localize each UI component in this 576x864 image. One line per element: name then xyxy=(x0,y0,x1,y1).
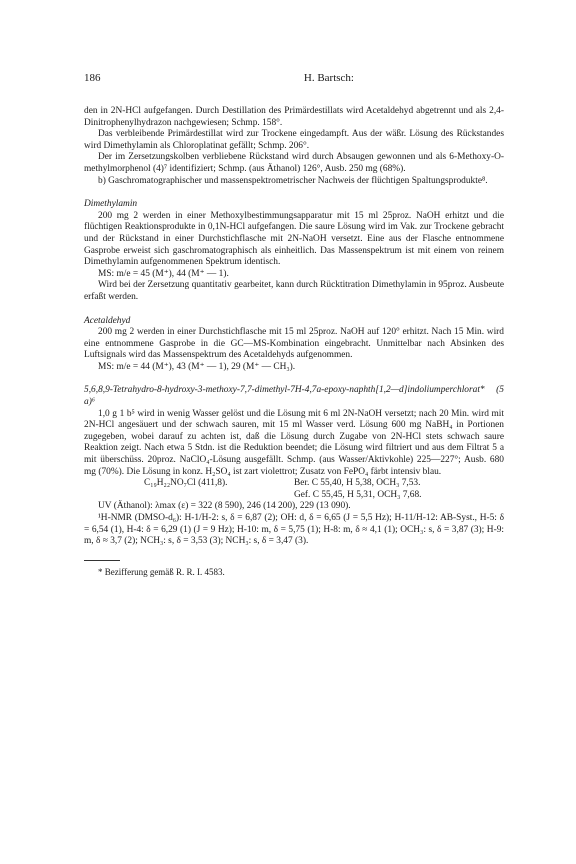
paragraph: 200 mg 2 werden in einer Durchstichflasche mit 15 ml 25proz. NaOH auf 120° erhitzt. Nach 15 Min. wird eine entnommene Gasprobe in die GC—MS-Kombination eingebracht. Unmittelbar nach Absinken des Luftsignals wird das Massenspektrum des Acetaldehyds aufgenommen. xyxy=(84,327,504,361)
dimethylamin-section xyxy=(84,199,504,303)
page xyxy=(84,72,504,578)
paragraph: den in 2N-HCl aufgefangen. Durch Destillation des Primärdestillats wird Acetaldehyd abgetrennt und als 2,4-Dinitrophenylhydrazon nachgewiesen; Schmp. 158°. xyxy=(84,106,504,128)
paragraph: b) Gaschromatographischer und massenspektrometrischer Nachweis der flüchtigen Spaltungsprodukte⁸. xyxy=(98,175,488,186)
paragraph: Das verbleibende Primärdestillat wird zur Trockene eingedampft. Aus der wäßr. Lösung des Rückstandes wird Dimethylamin als Chloroplatinat gefällt; Schmp. 206°. xyxy=(84,129,504,151)
footnote-divider xyxy=(84,560,120,561)
footnote: * Bezifferung gemäß R. R. I. 4583. xyxy=(98,566,225,577)
calculated-values: Ber. C 55,40, H 5,38, OCH₃ 7,53. xyxy=(294,478,421,489)
molecular-formula: C₁₉H₂₂NO₇Cl (411,8). xyxy=(144,478,228,489)
section-heading: 5,6,8,9-Tetrahydro-8-hydroxy-3-methoxy-7,7-dimethyl-7H-4,7a-epoxy-naphth[1,2—d]indoliumperchlorat* (5 a)⁶ xyxy=(84,385,504,408)
paragraph: Der im Zersetzungskolben verbliebene Rückstand wird durch Absaugen gewonnen und als 6-Methoxy-O-methylmorphenol (4)⁷ identifiziert; Schmp. (aus Äthanol) 126°, Ausb. 250 mg (68%). xyxy=(84,152,504,174)
intro-section xyxy=(84,106,504,187)
elemental-analysis xyxy=(84,478,504,501)
section-heading: Acetaldehyd xyxy=(84,315,131,326)
paragraph: 200 mg 2 werden in einer Methoxylbestimmungsapparatur mit 15 ml 25proz. NaOH erhitzt und die flüchtigen Reaktionsprodukte in 0,1N-HCl aufgefangen. Die saure Lösung wird im Vak. zur Trockene gebracht und der Rückstand in einer Durchstichflasche mit 2N-NaOH versetzt. Eine aus der Flasche entnommene Gasprobe erweist sich gaschromatographisch als einheitlich. Das Massenspektrum ist mit einem von reinem Dimethylamin aufgenommenen Spektrum identisch. xyxy=(84,210,504,268)
found-values: Gef. C 55,45, H 5,31, OCH₃ 7,68. xyxy=(294,489,422,500)
page-header xyxy=(84,72,504,84)
compound-section xyxy=(84,385,504,547)
page-number: 186 xyxy=(84,72,101,84)
uv-spectrum-line: UV (Äthanol): λmax (ε) = 322 (8 590), 246 (14 200), 229 (13 090). xyxy=(98,501,351,512)
running-head: H. Bartsch: xyxy=(303,72,354,84)
section-heading: Dimethylamin xyxy=(84,199,138,210)
acetaldehyd-section xyxy=(84,316,504,374)
paragraph: Wird bei der Zersetzung quantitativ gearbeitet, kann durch Rücktitration Dimethylamin in 95proz. Ausbeute erfaßt werden. xyxy=(84,280,504,302)
nmr-spectrum-line: ¹H-NMR (DMSO-d₆): H-1/H-2: s, δ = 6,87 (2); OH: d, δ = 6,65 (J = 5,5 Hz); H-11/H-12: AB-Syst., H-5: δ = 6,54 (1), H-4: δ = 6,29 (1) (J = 9 Hz); H-10: m, δ = 5,75 (1); H-8: m, δ ≈ 4,1 (1); OCH₃: s, δ = 3,87 (3); H-9: m, δ ≈ 3,7 (2); NCH₃: s, δ = 3,53 (3); NCH₃: s, δ = 3,47 (3). xyxy=(84,513,504,547)
mass-spectrum-line: MS: m/e = 44 (M⁺), 43 (M⁺ — 1), 29 (M⁺ — CH₃). xyxy=(98,361,296,372)
paragraph: 1,0 g 1 b⁵ wird in wenig Wasser gelöst und die Lösung mit 6 ml 2N-NaOH versetzt; nach 20 Min. wird mit 2N-HCl angesäuert und der schwach sauren, mit 15 ml Wasser verd. Lösung 600 mg NaBH₄ in Portionen zugegeben, wobei darauf zu achten ist, daß die Lösung durch Zugabe von 2N-HCl stets schwach saure Reaktion zeigt. Nach etwa 5 Stdn. ist die Reduktion beendet; die Lösung wird filtriert und aus dem Filtrat 5 a mit überschüss. 20proz. NaClO₄-Lösung ausgefällt. Schmp. (aus Wasser/Aktivkohle) 225—227°; Ausb. 680 mg (70%). Die Lösung in konz. H₂SO₄ ist zart violettrot; Zusatz von FePO₄ färbt intensiv blau. xyxy=(84,408,504,477)
mass-spectrum-line: MS: m/e = 45 (M⁺), 44 (M⁺ — 1). xyxy=(98,268,229,279)
